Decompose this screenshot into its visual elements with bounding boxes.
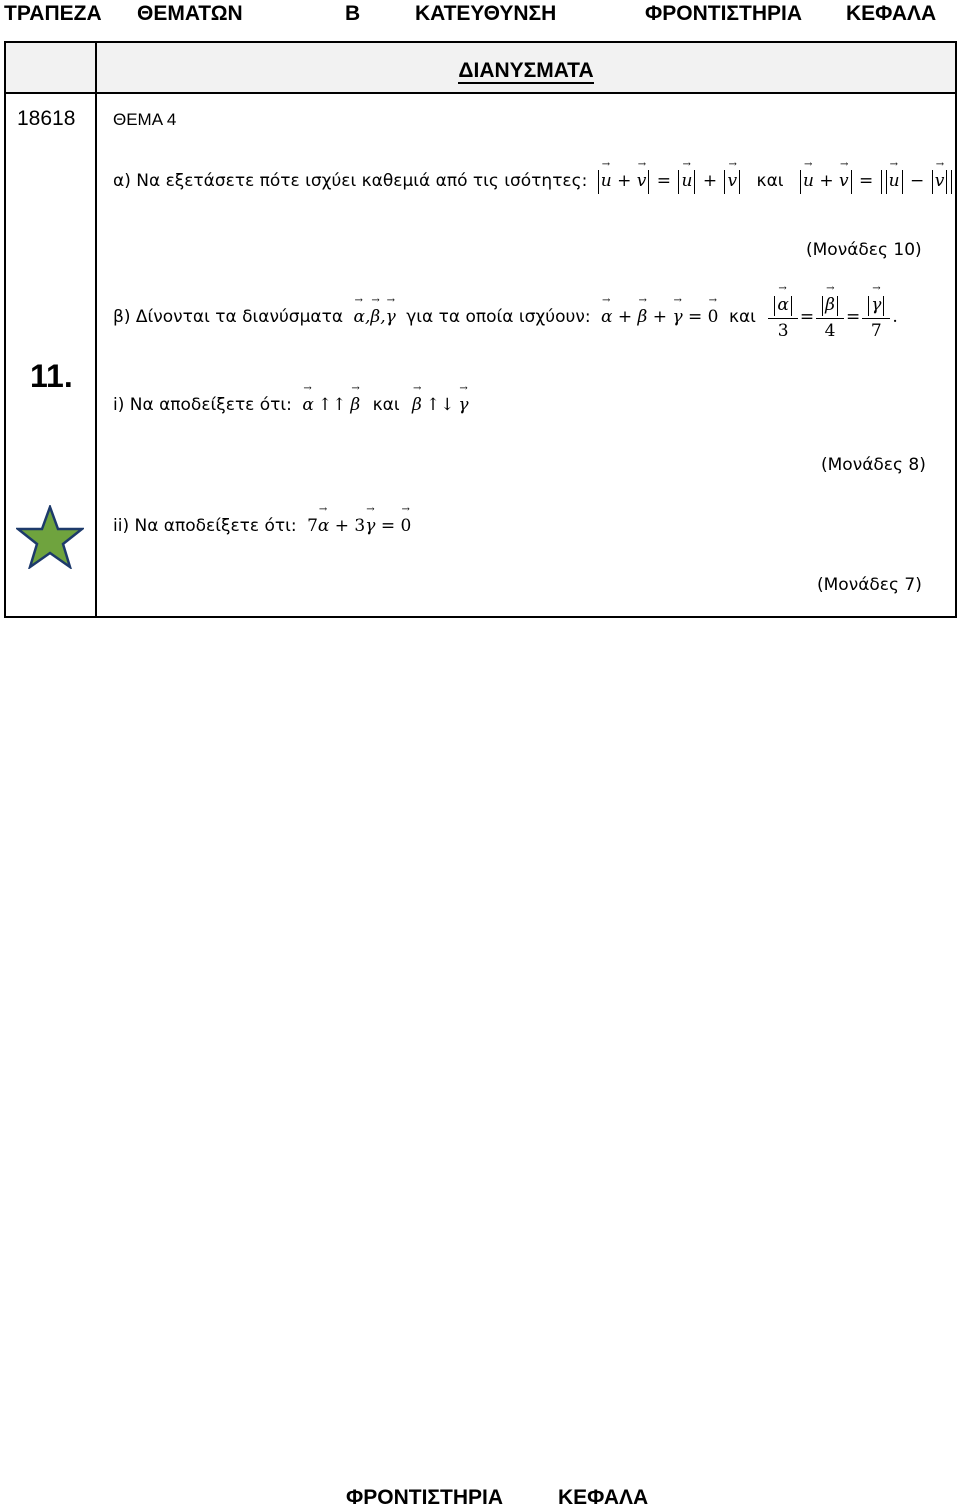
question-b-i-text: i) Να αποδείξετε ότι: [113, 395, 292, 415]
topic-label: ΘΕΜΑ 4 [113, 110, 177, 129]
points-b-i: (Μονάδες 8) [821, 455, 926, 475]
exercise-code: 18618 [17, 107, 76, 130]
header-word: ΚΕΦΑΛΑ [846, 2, 937, 25]
exercise-table [4, 41, 957, 618]
question-b-i-line: i) Να αποδείξετε ότι: → α ↑↑→ β και → β ↑↓→ γ [113, 395, 469, 415]
and-word: και [728, 306, 756, 327]
points-b-ii: (Μονάδες 7) [817, 575, 922, 595]
question-a-text: α) Να εξετάσετε πότε ισχύει καθεμιά από τις ισότητες: [113, 171, 588, 192]
footer-word: ΚΕΦΑΛΑ [558, 1486, 649, 1509]
footer-word: ΦΡΟΝΤΙΣΤΗΡΙΑ [346, 1486, 504, 1509]
and-word: και [372, 395, 400, 415]
header-word: ΤΡΑΠΕΖΑ [4, 2, 102, 25]
question-b-text: β) Δίνονται τα διανύσματα [113, 306, 344, 327]
sum-equation: → α + → β + → γ = → 0 [601, 309, 719, 326]
points-a: (Μονάδες 10) [806, 240, 922, 260]
equation-2: → u + → v = → u − → v [798, 173, 954, 190]
exercise-number: 11. [30, 358, 73, 394]
question-b-mid: για τα οποία ισχύουν: [406, 306, 591, 327]
page-footer [0, 1486, 960, 1510]
and-word: και [756, 171, 784, 192]
question-b-ii-text: ii) Να αποδείξετε ότι: [113, 516, 297, 536]
header-word: ΦΡΟΝΤΙΣΤΗΡΙΑ [645, 2, 803, 25]
header-word: ΚΑΤΕΥΘΥΝΣΗ [415, 2, 557, 25]
page-header [0, 0, 960, 30]
question-b-line [113, 295, 898, 341]
header-word: Β [345, 2, 361, 25]
linear-equation: 7→ α + 3→ γ = → 0 [307, 518, 411, 535]
vectors-list: → α,→ β,→ γ [353, 307, 395, 327]
chapter-title: ΔΙΑΝΥΣΜΑΤΑ [458, 59, 594, 82]
column-divider [95, 43, 97, 616]
star-icon [16, 505, 84, 569]
ratio-equation: → $\frac{\alpha}{3}$ = → $\frac{\beta}{4}$ = → $\frac{\gamma}{7}$ . [766, 309, 897, 326]
header-word: ΘΕΜΑΤΩΝ [137, 2, 243, 25]
question-b-ii-line [113, 516, 411, 536]
question-a-line [113, 170, 954, 194]
equation-1: → u + → v = → u + → v [596, 173, 747, 190]
